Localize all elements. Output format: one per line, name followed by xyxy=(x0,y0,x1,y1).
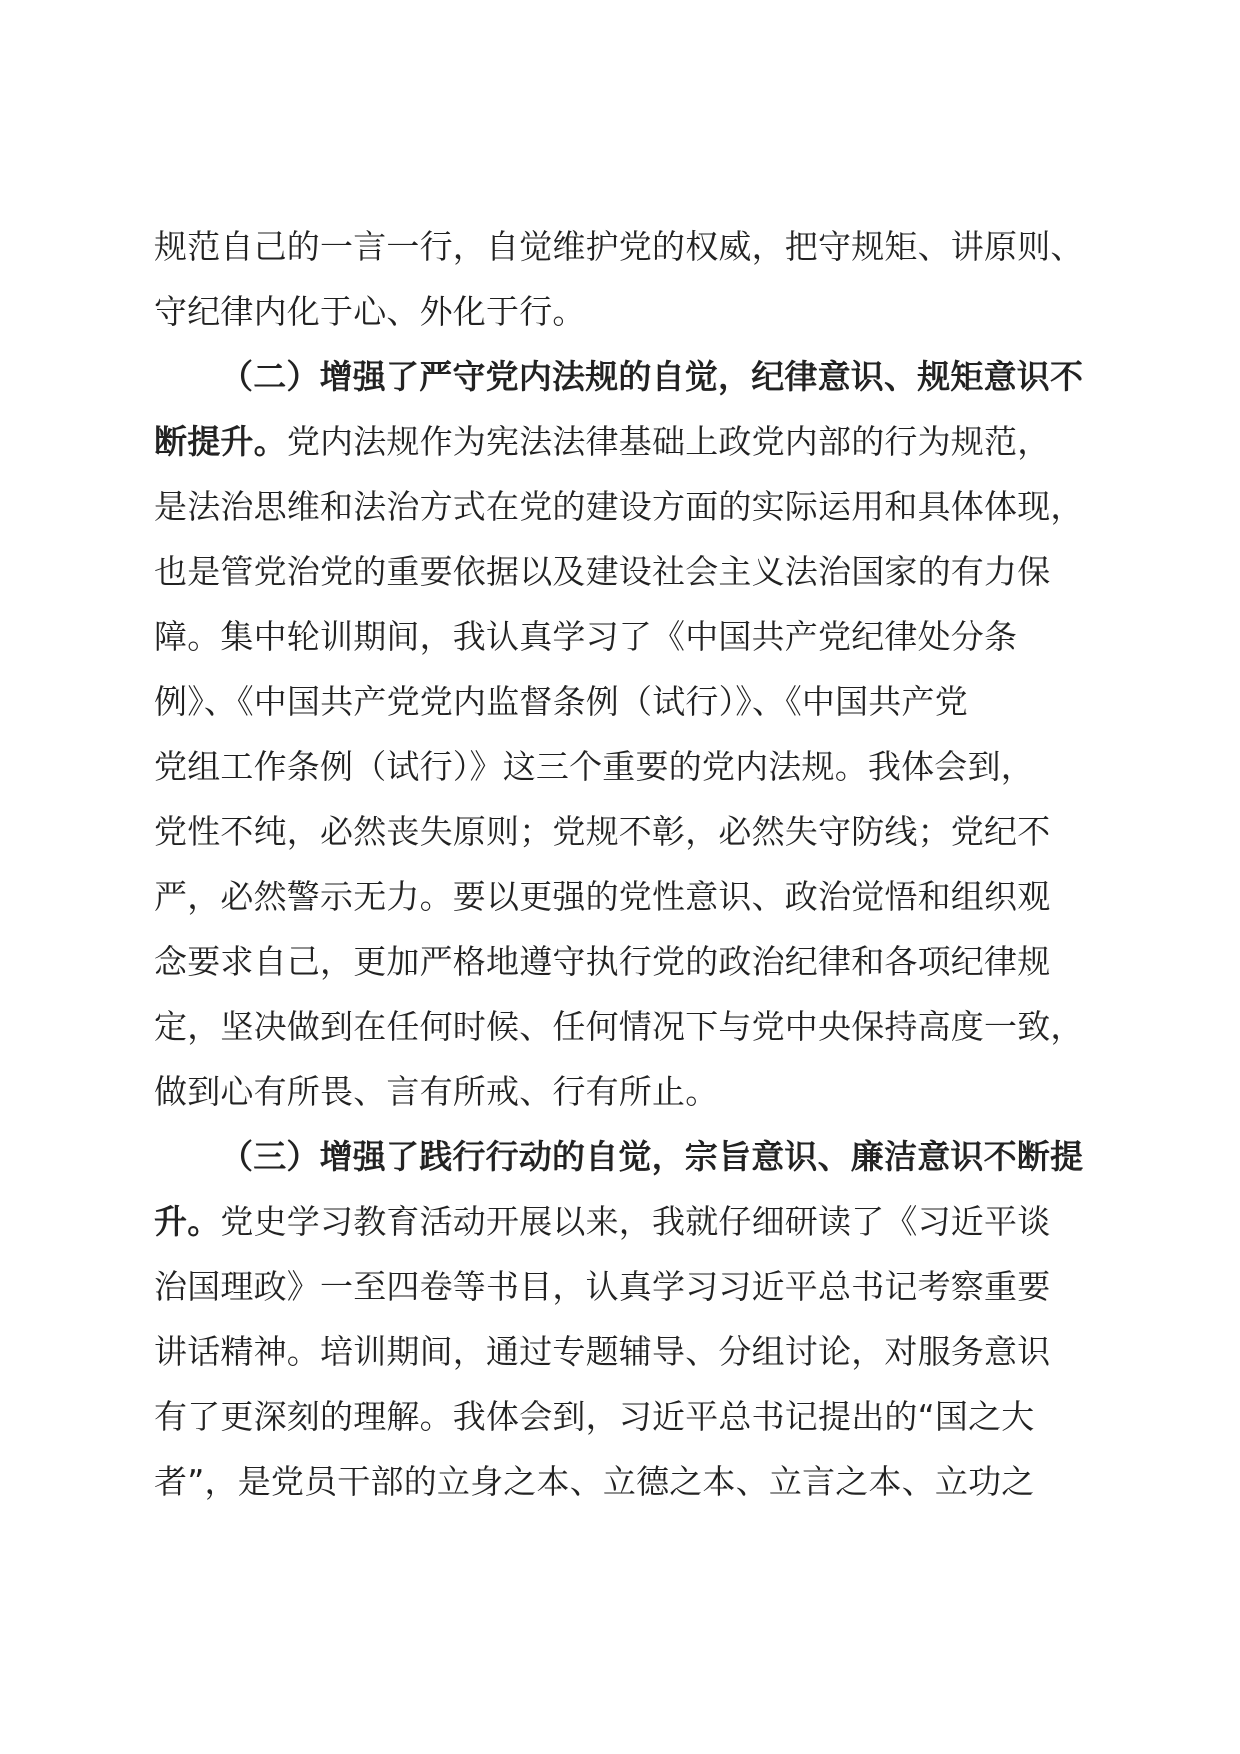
paragraph-text: 定，坚决做到在任何时候、任何情况下与党中央保持高度一致， xyxy=(154,1007,1084,1046)
paragraph-text: 党内法规作为宪法法律基础上政党内部的行为规范， xyxy=(286,422,1051,461)
text-line xyxy=(154,474,1094,539)
paragraph-text: 是法治思维和法治方式在党的建设方面的实际运用和具体体现， xyxy=(154,487,1084,526)
text-line xyxy=(154,734,1094,799)
section-heading-text: （二）增强了严守党内法规的自觉，纪律意识、规矩意识不 xyxy=(220,357,1084,396)
paragraph-text: 党性不纯，必然丧失原则；党规不彰，必然失守防线；党纪不 xyxy=(154,812,1051,851)
section-heading-text: （三）增强了践行行动的自觉，宗旨意识、廉洁意识不断提 xyxy=(220,1137,1084,1176)
paragraph-text: 党组工作条例（试行）》这三个重要的党内法规。我体会到， xyxy=(154,747,1034,786)
text-line xyxy=(154,1319,1094,1384)
text-line xyxy=(154,279,1094,344)
paragraph-text: 念要求自己，更加严格地遵守执行党的政治纪律和各项纪律规 xyxy=(154,942,1051,981)
paragraph-text: 党史学习教育活动开展以来，我就仔细研读了《习近平谈 xyxy=(220,1202,1051,1241)
section-heading-text: 升。 xyxy=(154,1202,221,1241)
text-line xyxy=(154,409,1094,474)
paragraph-text: 有了更深刻的理解。我体会到，习近平总书记提出的“国之大 xyxy=(154,1397,1035,1436)
text-line xyxy=(154,994,1094,1059)
paragraph-text: 讲话精神。培训期间，通过专题辅导、分组讨论，对服务意识 xyxy=(154,1332,1051,1371)
paragraph-text: 也是管党治党的重要依据以及建设社会主义法治国家的有力保 xyxy=(154,552,1051,591)
text-line xyxy=(154,669,1094,734)
text-line xyxy=(154,1254,1094,1319)
text-line xyxy=(154,1449,1094,1514)
paragraph-text: 治国理政》一至四卷等书目，认真学习习近平总书记考察重要 xyxy=(154,1267,1051,1306)
paragraph-text: 严，必然警示无力。要以更强的党性意识、政治觉悟和组织观 xyxy=(154,877,1051,916)
text-line xyxy=(154,929,1094,994)
section-heading-text: 断提升。 xyxy=(154,422,287,461)
text-line xyxy=(154,1124,1094,1189)
text-line xyxy=(154,539,1094,604)
paragraph-text: 做到心有所畏、言有所戒、行有所止。 xyxy=(154,1072,719,1111)
text-line xyxy=(154,214,1094,279)
text-line xyxy=(154,864,1094,929)
text-line xyxy=(154,604,1094,669)
text-line xyxy=(154,344,1094,409)
text-line xyxy=(154,1384,1094,1449)
paragraph-text: 规范自己的一言一行，自觉维护党的权威，把守规矩、讲原则、 xyxy=(154,227,1084,266)
paragraph-text: 例》、《中国共产党党内监督条例（试行）》、《中国共产党 xyxy=(154,682,968,721)
paragraph-text: 守纪律内化于心、外化于行。 xyxy=(154,292,586,331)
body-text xyxy=(154,214,1094,1514)
text-line xyxy=(154,799,1094,864)
text-line xyxy=(154,1059,1094,1124)
paragraph-text: 者”，是党员干部的立身之本、立德之本、立言之本、立功之 xyxy=(154,1462,1035,1501)
paragraph-text: 障。集中轮训期间，我认真学习了《中国共产党纪律处分条 xyxy=(154,617,1018,656)
text-line xyxy=(154,1189,1094,1254)
